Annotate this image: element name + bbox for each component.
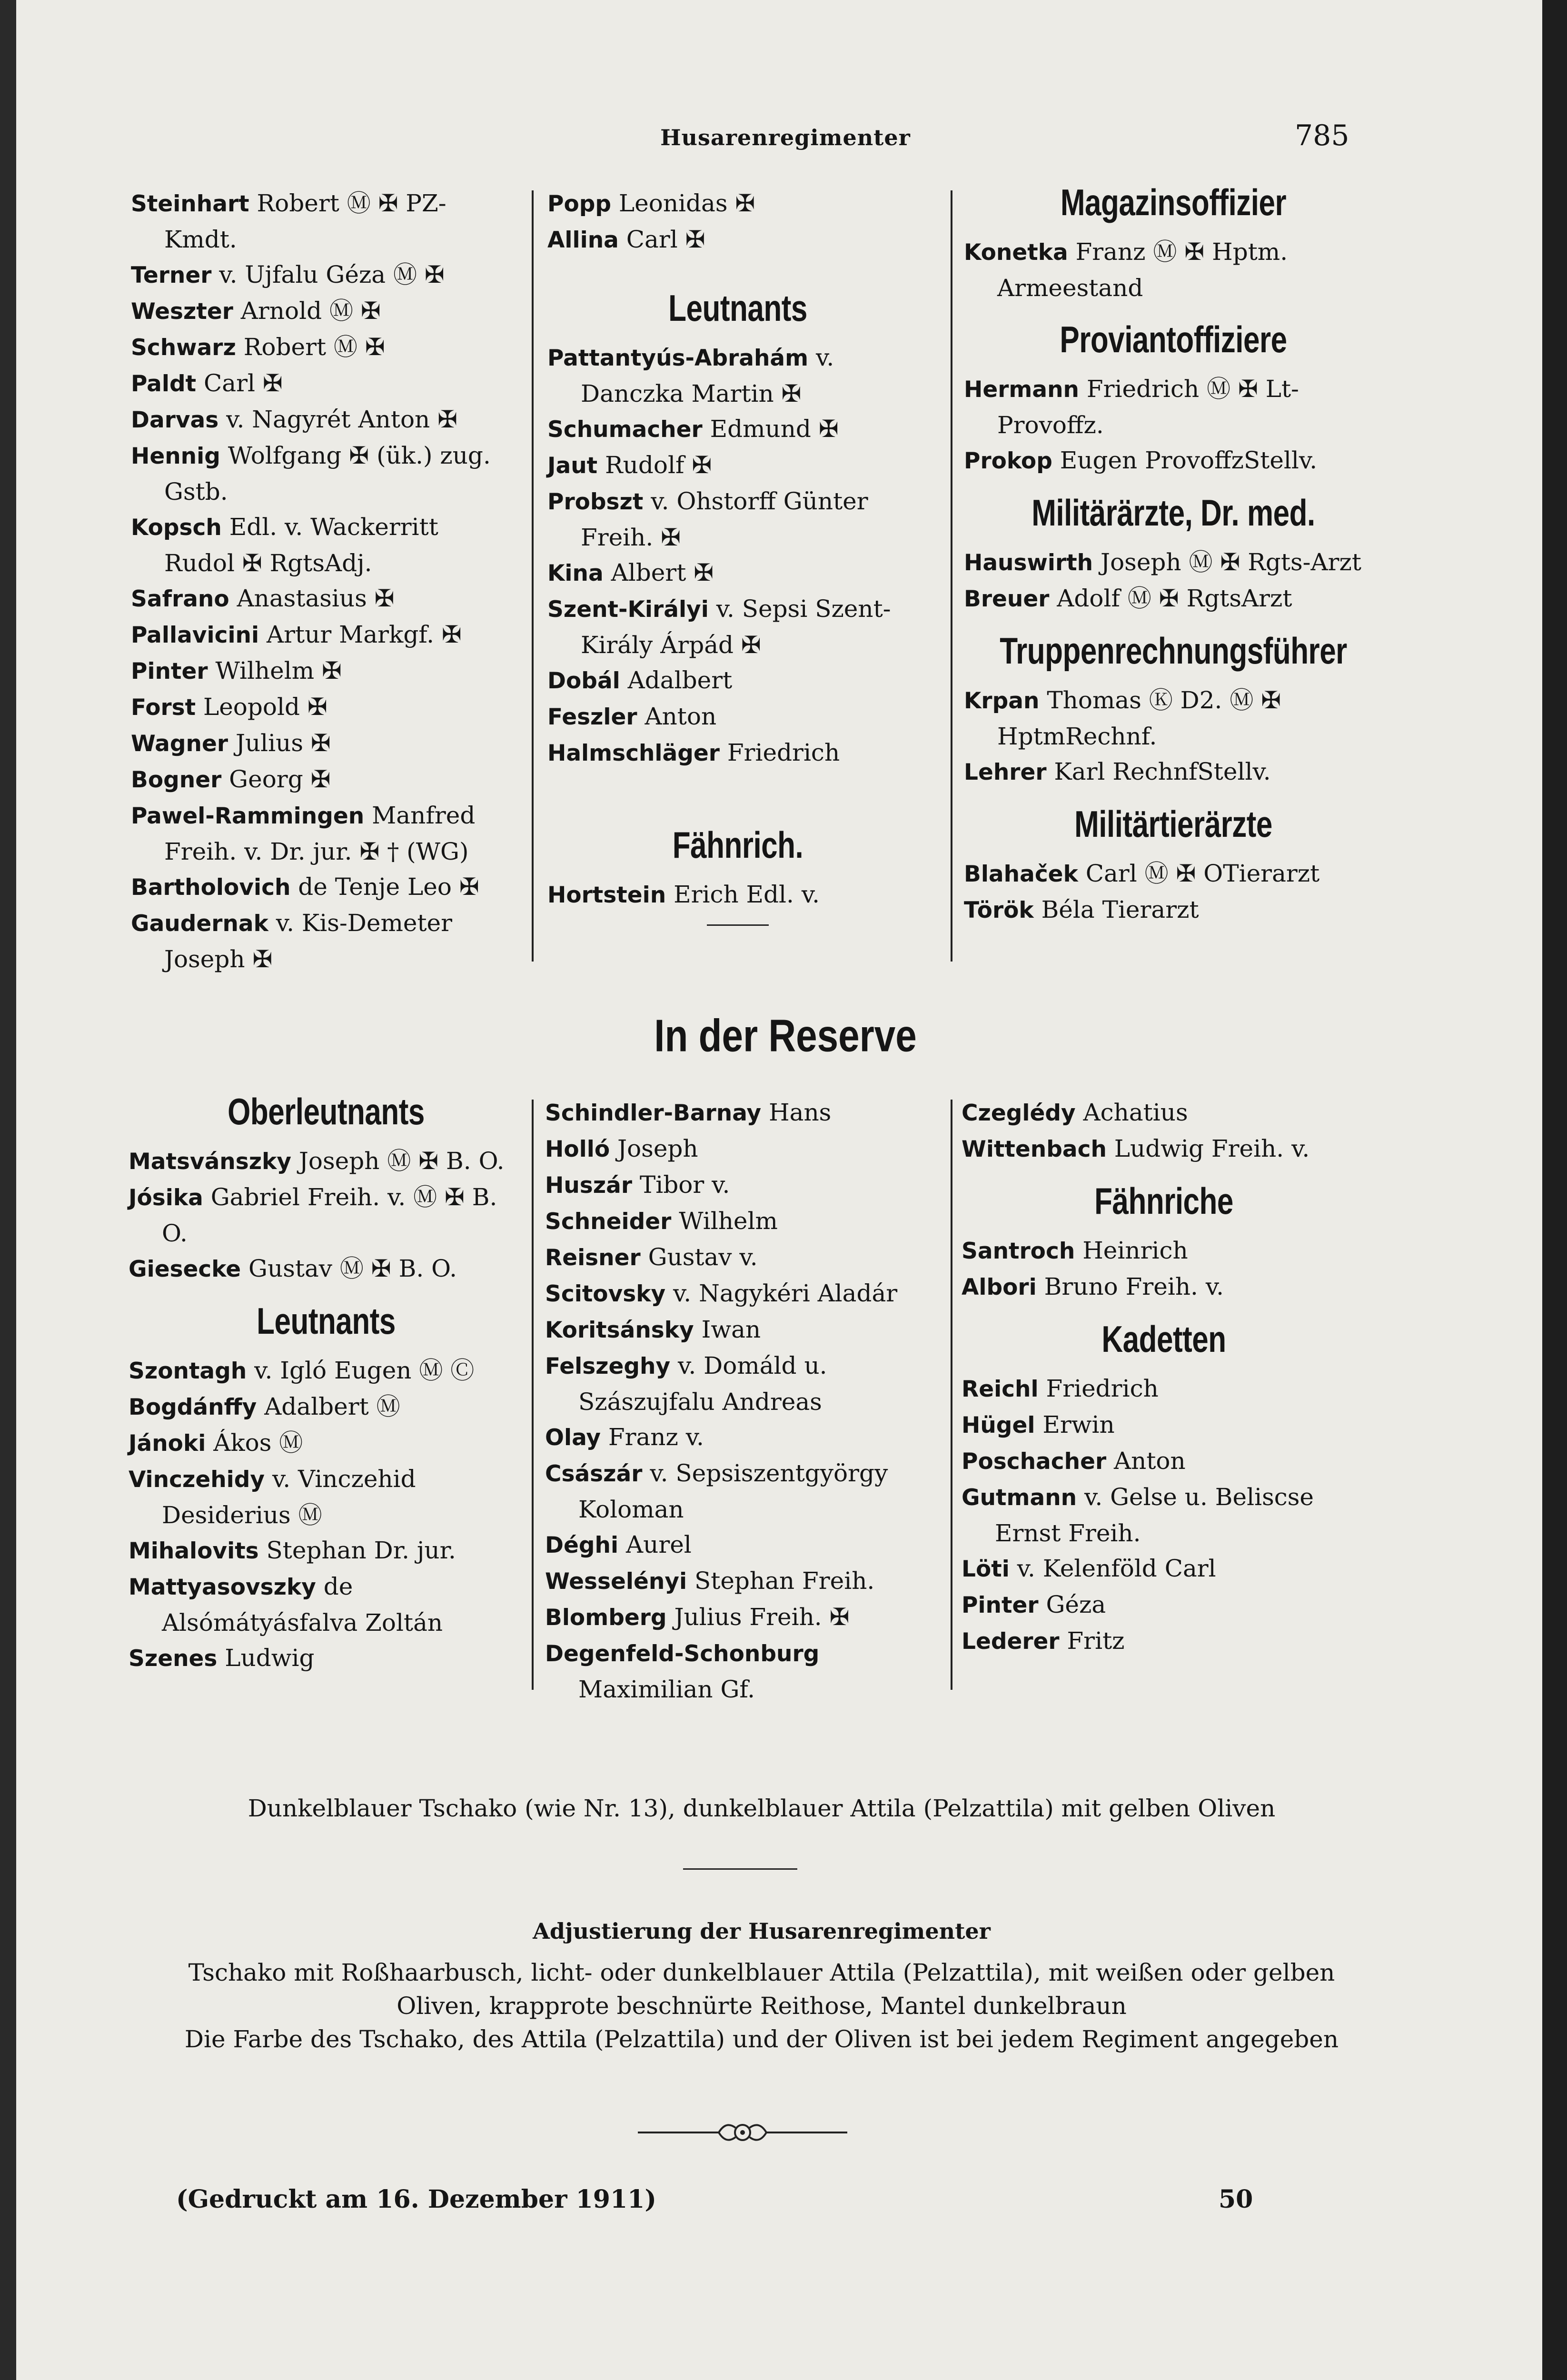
officer-details: Joseph Ⓜ ✠ B. O. (291, 1147, 505, 1175)
section-heading-reserve-leutnants: Leutnants (257, 1301, 396, 1342)
officer-entry (545, 1131, 926, 1167)
officer-list (964, 234, 1383, 306)
separator-rule (683, 1868, 797, 1870)
officer-details: Franz Ⓜ ✠ Hptm. Armeestand (997, 238, 1288, 302)
officer-surname: Szenes (129, 1646, 218, 1672)
officer-surname: Császár (545, 1461, 643, 1487)
officer-details: Robert Ⓜ ✠ (236, 333, 385, 361)
officer-details: Anastasius ✠ (229, 585, 395, 612)
officer-surname: Gutmann (962, 1485, 1077, 1511)
officer-surname: Hügel (962, 1412, 1035, 1438)
officer-details: Iwan (694, 1316, 761, 1343)
officer-entry (545, 1563, 926, 1599)
officer-details: Fritz (1059, 1627, 1125, 1655)
officer-list (964, 683, 1383, 790)
officer-details: Stephan Dr. jur. (258, 1537, 456, 1564)
officer-details: Rudolf ✠ (597, 451, 712, 479)
officer-surname: Konetka (964, 239, 1068, 266)
officer-surname: Huszár (545, 1172, 633, 1199)
section-heading-leutnants: Leutnants (668, 288, 807, 329)
officer-details: v. Ohstorff Günter Freih. ✠ (581, 487, 868, 551)
officer-details: Béla Tierarzt (1033, 896, 1199, 923)
officer-details: Thomas Ⓚ D2. Ⓜ ✠ HptmRechnf. (997, 686, 1281, 750)
staff-column (964, 182, 1383, 928)
officer-list (547, 340, 928, 771)
officer-details: Wilhelm ✠ (208, 657, 342, 684)
officer-details: Heinrich (1075, 1237, 1188, 1264)
column-divider (532, 190, 534, 962)
reserve-column-1 (129, 1091, 524, 1676)
officer-surname: Wittenbach (962, 1136, 1107, 1162)
officer-surname: Safrano (131, 586, 229, 612)
officer-surname: Popp (547, 191, 612, 217)
officer-entry (129, 1143, 524, 1180)
section-heading-kadetten: Kadetten (1101, 1319, 1226, 1360)
officer-surname: Jánoki (129, 1430, 206, 1457)
officer-details: Eugen ProvoffzStellv. (1052, 446, 1318, 474)
officer-entry (962, 1095, 1366, 1131)
officer-entry (964, 754, 1383, 790)
officer-details: Erich Edl. v. (666, 881, 820, 908)
officer-details: Maximilian Gf. (578, 1676, 755, 1703)
officer-entry (129, 1569, 524, 1640)
officer-entry (131, 509, 512, 581)
officer-details: Gabriel Freih. v. Ⓜ ✠ B. O. (162, 1183, 497, 1247)
officer-details: Géza (1038, 1591, 1106, 1618)
officer-surname: Koritsánsky (545, 1317, 694, 1343)
officer-details: Gustav Ⓜ ✠ B. O. (241, 1255, 457, 1282)
section-heading-tieraerzte: Militärtierärzte (1074, 804, 1272, 845)
officer-surname: Feszler (547, 704, 637, 730)
officer-details: v. Gelse u. Beliscse Ernst Freih. (995, 1483, 1314, 1547)
officer-details: Franz v. (600, 1423, 704, 1451)
officer-surname: Degenfeld-Schonburg (545, 1641, 820, 1667)
officer-entry (545, 1636, 926, 1707)
officer-surname: Schumacher (547, 416, 703, 443)
active-officers-column-1 (131, 186, 512, 977)
officer-details: Edmund ✠ (702, 415, 839, 443)
officer-details: Stephan Freih. (687, 1567, 875, 1595)
officer-surname: Hermann (964, 377, 1079, 403)
officer-entry (129, 1533, 524, 1569)
officer-details: v. Sepsi Szent-Király Árpád ✠ (581, 595, 891, 659)
officer-surname: Schneider (545, 1209, 672, 1235)
officer-surname: Bartholovich (131, 874, 291, 901)
adjustment-line-2: Oliven, krapprote beschnürte Reithose, Mantel dunkelbraun (397, 1992, 1127, 2020)
officer-list (962, 1095, 1366, 1167)
officer-surname: Blomberg (545, 1605, 667, 1631)
officer-entry (547, 340, 928, 411)
officer-details: Friedrich (719, 739, 840, 766)
officer-details: Achatius (1075, 1099, 1188, 1126)
officer-details: Tibor v. (632, 1171, 730, 1199)
officer-surname: Weszter (131, 298, 233, 325)
officer-entry (545, 1419, 926, 1456)
officer-entry (547, 447, 928, 484)
officer-list (131, 186, 512, 977)
officer-details: Joseph (610, 1135, 698, 1162)
officer-entry (131, 329, 512, 366)
officer-details: Aurel (618, 1531, 692, 1558)
officer-entry (547, 735, 928, 771)
officer-details: Wilhelm (671, 1207, 778, 1235)
officer-details: v. Kelenföld Carl (1009, 1555, 1216, 1582)
officer-entry (129, 1425, 524, 1461)
officer-list (129, 1353, 524, 1676)
officer-surname: Mihalovits (129, 1538, 259, 1564)
officer-surname: Lederer (962, 1628, 1060, 1655)
officer-entry (962, 1551, 1366, 1587)
officer-surname: Déghi (545, 1532, 619, 1558)
officer-entry (131, 725, 512, 762)
officer-surname: Jaut (547, 453, 598, 479)
officer-details: Arnold Ⓜ ✠ (233, 297, 381, 325)
officer-entry (131, 762, 512, 798)
officer-surname: Pinter (131, 658, 208, 684)
officer-surname: Probszt (547, 489, 644, 515)
officer-surname: Mattyasovszky (129, 1574, 316, 1600)
reserve-column-3 (962, 1095, 1366, 1659)
officer-surname: Pattantyús-Abrahám (547, 345, 809, 371)
officer-surname: Poschacher (962, 1448, 1107, 1475)
officer-surname: Pawel-Rammingen (131, 803, 365, 829)
officer-details: Manfred Freih. v. Dr. jur. ✠ † (WG) (164, 802, 476, 865)
officer-surname: Albori (962, 1274, 1037, 1300)
officer-surname: Scitovsky (545, 1281, 666, 1307)
officer-details: v. Domáld u. Szászujfalu Andreas (578, 1352, 827, 1416)
officer-entry (547, 555, 928, 591)
officer-entry (962, 1479, 1366, 1551)
officer-details: de Tenje Leo ✠ (290, 873, 479, 901)
officer-list (964, 545, 1383, 617)
officer-surname: Giesecke (129, 1256, 241, 1282)
officer-details: Artur Markgf. ✠ (259, 621, 462, 648)
section-heading-magazin: Magazinsoffizier (1060, 182, 1287, 224)
officer-surname: Santroch (962, 1238, 1075, 1264)
officer-entry (545, 1599, 926, 1636)
column-divider (951, 1100, 952, 1690)
officer-surname: Paldt (131, 371, 197, 397)
officer-entry (962, 1269, 1366, 1305)
officer-entry (547, 186, 928, 222)
officer-surname: Hennig (131, 443, 220, 469)
officer-entry (964, 856, 1383, 892)
page-number: 785 (1295, 119, 1349, 152)
officer-entry (131, 798, 512, 869)
officer-details: Friedrich Ⓜ ✠ Lt-Provoffz. (997, 375, 1299, 439)
officer-list (547, 186, 928, 258)
officer-entry (129, 1353, 524, 1389)
officer-surname: Wesselényi (545, 1568, 687, 1595)
officer-entry (131, 438, 512, 509)
officer-list (962, 1233, 1366, 1305)
officer-details: Joseph Ⓜ ✠ Rgts-Arzt (1093, 548, 1361, 576)
officer-surname: Schwarz (131, 335, 236, 361)
officer-entry (547, 591, 928, 663)
officer-details: Julius Freih. ✠ (666, 1603, 850, 1631)
officer-surname: Schindler-Barnay (545, 1100, 762, 1126)
officer-entry (129, 1461, 524, 1533)
officer-entry (131, 869, 512, 905)
officer-list (962, 1371, 1366, 1659)
officer-details: v. Nagyrét Anton ✠ (218, 406, 458, 433)
running-head: Husarenregimenter (660, 125, 911, 150)
officer-details: v. Nagykéri Aladár (665, 1279, 898, 1307)
officer-entry (545, 1456, 926, 1527)
officer-details: Albert ✠ (603, 559, 714, 586)
officer-details: Edl. v. Wackerritt Rudol ✠ RgtsAdj. (164, 513, 438, 577)
officer-surname: Löti (962, 1556, 1010, 1582)
officer-surname: Terner (131, 262, 212, 288)
reserve-title: In der Reserve (654, 1010, 917, 1061)
officer-entry (545, 1095, 926, 1131)
officer-details: v. Danczka Martin ✠ (581, 344, 834, 407)
officer-details: Hans (761, 1099, 832, 1126)
officer-surname: Dobál (547, 668, 620, 694)
officer-details: Adalbert (620, 666, 733, 694)
officer-entry (964, 581, 1383, 617)
officer-details: Leopold ✠ (196, 693, 327, 721)
officer-details: Adalbert Ⓜ (257, 1393, 400, 1420)
officer-surname: Czeglédy (962, 1100, 1076, 1126)
active-officers-column-2 (547, 186, 928, 926)
officer-surname: Holló (545, 1136, 610, 1162)
officer-entry (131, 617, 512, 653)
officer-details: Karl RechnfStellv. (1046, 758, 1271, 785)
officer-details: Carl ✠ (618, 226, 705, 253)
reserve-column-2 (545, 1095, 926, 1707)
officer-surname: Matsvánszky (129, 1149, 291, 1175)
officer-details: Friedrich (1038, 1375, 1159, 1402)
officer-entry (545, 1312, 926, 1348)
officer-entry (545, 1276, 926, 1312)
officer-list (129, 1143, 524, 1287)
officer-entry (962, 1371, 1366, 1407)
officer-surname: Krpan (964, 688, 1040, 714)
officer-surname: Pallavicini (131, 622, 259, 648)
officer-details: Erwin (1035, 1411, 1115, 1438)
officer-surname: Breuer (964, 586, 1050, 612)
officer-entry (545, 1348, 926, 1419)
officer-details: v. Vinczehid Desiderius Ⓜ (162, 1465, 416, 1529)
officer-surname: Török (964, 897, 1034, 923)
officer-surname: Hortstein (547, 882, 666, 908)
ornament-divider (638, 2113, 847, 2152)
officer-list (964, 371, 1383, 479)
officer-entry (962, 1233, 1366, 1269)
officer-surname: Bogdánffy (129, 1394, 257, 1420)
officer-entry (131, 186, 512, 257)
officer-entry (129, 1389, 524, 1425)
adjustment-line-1: Tschako mit Roßhaarbusch, licht- oder dunkelblauer Attila (Pelzattila), mit weißen oder gelben (188, 1959, 1335, 1986)
section-heading-faehnriche: Fähnriche (1094, 1181, 1233, 1222)
officer-details: Wolfgang ✠ (ük.) zug. Gstb. (164, 442, 491, 506)
officer-surname: Gaudernak (131, 911, 268, 937)
officer-details: Bruno Freih. v. (1036, 1273, 1224, 1300)
uniform-note: Dunkelblauer Tschako (wie Nr. 13), dunkelblauer Attila (Pelzattila) mit gelben Oliven (248, 1795, 1276, 1822)
officer-details: Leonidas ✠ (611, 189, 755, 217)
officer-list (964, 856, 1383, 928)
officer-surname: Blahaček (964, 861, 1078, 887)
officer-entry (545, 1240, 926, 1276)
scan-edge-left (0, 0, 16, 2380)
officer-list (545, 1095, 926, 1707)
sheet-signature: 50 (1219, 2185, 1253, 2214)
officer-entry (545, 1203, 926, 1240)
officer-entry (964, 371, 1383, 443)
officer-entry (547, 699, 928, 735)
officer-details: Ludwig Freih. v. (1106, 1135, 1310, 1162)
officer-entry (131, 366, 512, 402)
officer-entry (545, 1167, 926, 1203)
officer-details: v. Igló Eugen Ⓜ Ⓒ (247, 1357, 475, 1384)
officer-surname: Steinhart (131, 191, 249, 217)
officer-details: v. Kis-Demeter Joseph ✠ (164, 909, 453, 973)
officer-entry (962, 1587, 1366, 1623)
separator-rule (707, 924, 769, 926)
officer-entry (547, 877, 928, 913)
officer-entry (547, 411, 928, 447)
officer-list (547, 877, 928, 913)
officer-details: Carl Ⓜ ✠ OTierarzt (1078, 860, 1320, 887)
officer-surname: Halmschläger (547, 740, 720, 766)
officer-surname: Darvas (131, 407, 219, 433)
adjustment-line-3: Die Farbe des Tschako, des Attila (Pelzattila) und der Oliven ist bei jedem Regiment angegeben (184, 2025, 1339, 2053)
officer-surname: Reichl (962, 1376, 1039, 1402)
officer-entry (131, 402, 512, 438)
print-date: (Gedruckt am 16. Dezember 1911) (176, 2185, 656, 2214)
officer-surname: Olay (545, 1425, 601, 1451)
officer-details: v. Ujfalu Géza Ⓜ ✠ (211, 261, 445, 288)
officer-entry (131, 581, 512, 617)
column-divider (532, 1100, 534, 1690)
officer-entry (962, 1131, 1366, 1167)
officer-surname: Bogner (131, 767, 222, 793)
officer-details: Anton (637, 703, 717, 730)
officer-surname: Prokop (964, 448, 1052, 474)
officer-details: Georg ✠ (221, 765, 331, 793)
officer-details: Adolf Ⓜ ✠ RgtsArzt (1049, 585, 1292, 612)
officer-entry (131, 653, 512, 689)
officer-entry (131, 689, 512, 725)
officer-entry (962, 1443, 1366, 1479)
officer-entry (964, 892, 1383, 928)
officer-entry (964, 443, 1383, 479)
officer-surname: Vinczehidy (129, 1467, 265, 1493)
officer-surname: Hauswirth (964, 550, 1093, 576)
section-heading-rechnung: Truppenrechnungsführer (1000, 631, 1347, 672)
officer-details: Carl ✠ (196, 369, 283, 397)
officer-surname: Forst (131, 694, 196, 721)
section-heading-oberleutnants: Oberleutnants (228, 1091, 425, 1133)
officer-surname: Kina (547, 560, 604, 586)
officer-entry (547, 663, 928, 699)
officer-surname: Reisner (545, 1245, 641, 1271)
column-divider (951, 190, 952, 962)
officer-surname: Szent-Királyi (547, 596, 709, 623)
officer-details: Ludwig (217, 1644, 315, 1672)
officer-entry (964, 545, 1383, 581)
officer-surname: Jósika (129, 1185, 203, 1211)
officer-surname: Pinter (962, 1592, 1039, 1618)
section-heading-faehnrich: Fähnrich. (672, 825, 803, 866)
officer-details: Ákos Ⓜ (206, 1429, 303, 1457)
officer-details: Julius ✠ (228, 729, 331, 757)
officer-surname: Kopsch (131, 515, 222, 541)
officer-details: v. Sepsiszentgyörgy Koloman (578, 1459, 888, 1523)
officer-surname: Felszeghy (545, 1353, 671, 1379)
officer-entry (129, 1640, 524, 1676)
officer-surname: Wagner (131, 731, 228, 757)
officer-details: de Alsómátyásfalva Zoltán (162, 1573, 443, 1636)
officer-details: Anton (1106, 1447, 1186, 1475)
officer-surname: Lehrer (964, 759, 1047, 785)
section-heading-proviant: Proviantoffiziere (1060, 319, 1287, 361)
officer-entry (962, 1623, 1366, 1659)
officer-entry (964, 683, 1383, 754)
officer-entry (129, 1251, 524, 1287)
officer-entry (547, 484, 928, 555)
scan-edge-right (1542, 0, 1567, 2380)
section-heading-aerzte: Militärärzte, Dr. med. (1031, 493, 1315, 534)
adjustment-title: Adjustierung der Husarenregimenter (533, 1918, 991, 1944)
officer-entry (545, 1527, 926, 1563)
officer-details: Gustav v. (640, 1243, 758, 1271)
officer-entry (131, 905, 512, 977)
officer-entry (547, 222, 928, 258)
officer-entry (129, 1180, 524, 1251)
officer-surname: Szontagh (129, 1358, 247, 1384)
officer-entry (131, 293, 512, 329)
officer-surname: Allina (547, 227, 619, 253)
officer-entry (962, 1407, 1366, 1443)
officer-details: Robert Ⓜ ✠ PZ-Kmdt. (164, 189, 446, 253)
officer-entry (131, 257, 512, 293)
officer-entry (964, 234, 1383, 306)
